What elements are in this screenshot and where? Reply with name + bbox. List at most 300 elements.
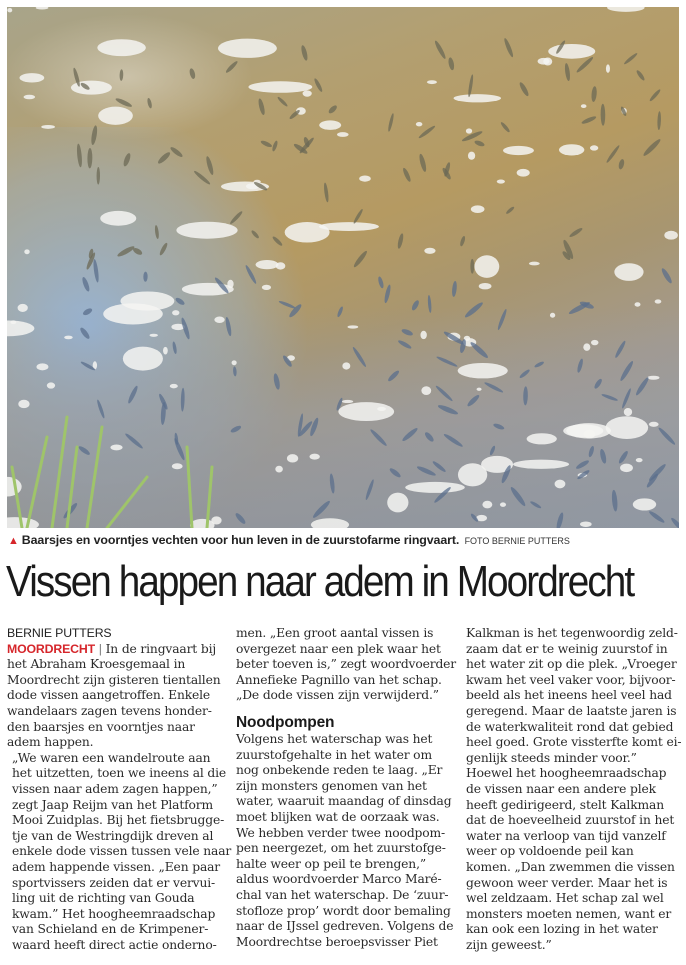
fish [493,422,505,430]
text-line: pen neergezet, om het zuurstofge- [236,841,446,856]
text-line: aldus woordvoerder Marco Maré- [236,872,442,887]
fish [309,417,320,437]
foam-patch [482,501,492,509]
fish [271,140,278,152]
text-line: Volgens het waterschap was het [236,731,433,746]
fish [657,111,661,130]
foam-patch [347,325,358,328]
caption-triangle-icon: ▲ [8,535,19,547]
foam-patch [636,458,643,462]
foam-patch [633,498,656,510]
fish [466,394,481,408]
fish [329,473,335,493]
fish [435,385,454,403]
foam-patch [620,464,633,472]
foam-patch [566,423,611,438]
fish [660,267,673,284]
fish [96,399,106,419]
text-line: Annefieke Pagnillo van het schap. [236,672,442,687]
text-line: kan ook een lozing in het water [466,922,658,937]
foam-patch [311,518,349,528]
text-line: zuurstofgehalte in het water om [236,747,432,762]
fish [581,115,597,125]
foam-patch [248,81,312,93]
fish [509,486,527,508]
foam-patch [548,44,595,59]
fish [617,450,629,465]
fish [451,281,457,297]
fish [474,139,486,147]
foam-patch [647,376,659,380]
fish [427,295,432,313]
fish [443,330,465,346]
foam-patch [424,248,435,254]
foam-patch [664,231,678,240]
fish [189,68,197,80]
fish [575,459,590,470]
foam-patch [500,502,506,506]
foam-patch [338,402,394,421]
fish [244,264,257,284]
foam-patch [581,104,587,108]
text-line: zijn monsters genomen van het [236,778,427,793]
photo-caption [8,533,680,547]
fish [432,460,447,473]
fish [518,81,530,97]
fish [160,402,166,425]
fish [233,366,237,376]
text-line: sportvissers zeiden dat er vervui- [12,875,216,890]
fish [81,276,91,292]
foam-patch [477,388,482,391]
foam-patch [517,169,530,177]
reed [107,477,147,528]
foam-patch [218,39,277,58]
article-photo [7,7,679,528]
text-line: kwam.” Het hoogheemraadschap [12,906,216,921]
foam-patch [590,145,598,150]
text-line: dode vissen aangetroffen. Enkele [7,688,211,703]
foam-patch [18,400,29,408]
foam-patch [18,304,28,312]
foam-patch [529,262,540,266]
foam-patch [309,454,319,460]
foam-patch [580,521,592,527]
fish [273,373,281,390]
foam-patch [41,125,55,129]
fish [505,206,515,215]
foam-patch [97,39,145,56]
foam-patch [24,95,36,99]
text-line: weer op voldoende peil kan [466,844,634,859]
text-line: water, waaruit maandag of dinsdag [236,794,452,809]
text-line: We hebben verder twee noodpom- [236,825,446,840]
fish [169,146,184,159]
foam-patch [405,482,465,493]
fish [600,104,605,126]
text-line: het water zit op die plek. „Vroeger [466,657,677,672]
fish [503,37,515,58]
fish [611,490,618,512]
fish [470,259,474,274]
text-line: zaam dat er te weinig zuurstof in [466,641,668,656]
fish [401,427,419,443]
fish [463,301,484,319]
fish [437,403,459,416]
foam-patch [285,222,330,242]
foam-patch [458,363,508,378]
text-line: zijn geweest.” [466,937,552,952]
fish [670,517,679,528]
fish [327,104,338,115]
foam-patch [256,260,279,269]
fish [172,341,178,354]
fish [523,386,528,405]
fish [469,340,490,359]
foam-patch [649,422,659,427]
fish [401,328,414,337]
fish [593,378,603,390]
fish [433,40,447,60]
fish [174,296,185,306]
fish [500,121,511,133]
fish [313,78,323,93]
foam-patch [479,283,492,289]
fish [225,317,233,337]
foam-patch [454,94,502,102]
reed [207,467,212,528]
fish [397,339,412,350]
foam-patch [98,107,133,125]
fish [323,182,329,202]
fish [369,428,388,447]
foam-patch [337,132,349,137]
foam-patch [427,80,437,84]
foam-patch [19,73,44,82]
reed [187,447,192,528]
fish [277,96,289,108]
foam-patch [474,255,499,278]
foam-patch [342,400,354,403]
paragraph [466,626,686,953]
fish [205,156,215,176]
fish [568,300,591,315]
fish [418,125,436,140]
fish [588,445,595,457]
foam-patch [421,386,431,395]
fish [448,57,456,71]
foam-patch [513,460,569,469]
text-line: stofloze prop’ wordt door bemaling [236,903,451,918]
dateline: MOORDRECHT [7,641,95,656]
fish [311,499,331,519]
fish [158,242,168,256]
text-line: genlijk steeds minder voor.” [466,750,637,765]
foam-patch [543,58,552,66]
foam-patch [172,310,179,315]
foam-patch [123,347,163,371]
text-line: tje van de Westringdijk dreven al [12,828,214,843]
fish [193,170,211,186]
foam-patch [607,7,644,12]
fish [443,432,464,448]
text-line: Hoewel het hoogheemraadschap [466,766,667,781]
foam-patch [497,179,505,183]
text-line: nog onbekende reden te laag. „Er [236,763,443,778]
fish [78,445,91,456]
fish [119,69,123,81]
text-line: moet blijken wat de oorzaak was. [236,809,440,824]
fish [418,153,427,172]
foam-patch [359,175,371,181]
fish [489,445,496,456]
fish [300,45,309,62]
foam-patch [583,343,590,350]
text-line: dat de hoeveelheid zuurstof in het [466,813,675,828]
foam-patch [110,445,122,451]
foam-patch [635,302,641,306]
fish [124,432,144,450]
fish [76,143,83,167]
fish [388,467,401,479]
foam-patch [232,360,237,365]
foam-patch [47,382,55,388]
fish [272,235,284,247]
foam-patch [170,384,178,388]
reed [27,437,47,528]
foam-patch [214,317,224,323]
text-line: monsters moeten nemen, want er [466,906,672,921]
text-line: halte weer op peil te brengen,” [236,856,426,871]
fish [225,60,239,74]
fish [79,326,91,340]
fish [87,148,92,168]
fish [257,98,266,116]
fish [181,388,185,412]
reed [87,427,102,528]
fish [336,306,344,318]
fish [534,361,545,369]
fish [383,284,391,303]
foam-patch [64,336,73,340]
fish [387,113,394,132]
fish [621,388,632,409]
text-line: adem happende vissen. „Een paar [12,859,221,874]
foam-patch [319,120,341,129]
text-line: ling uit de richting van Gouda [12,891,195,906]
foam-patch [103,303,163,324]
paragraph [7,750,232,954]
foam-patch [100,211,136,226]
foam-patch [416,122,423,126]
headline: Vissen happen naar adem in Moordrecht [6,557,634,606]
fish [484,381,504,394]
article-column-2 [236,626,458,950]
byline: BERNIE PUTTERS [7,626,112,640]
text-line: wel zeldzaam. Het schap zal wel [466,891,664,906]
fish [230,424,242,433]
fish [97,167,101,185]
fish [352,250,368,269]
fish [564,63,571,81]
caption-text: Baarsjes en voorntjes vechten voor hun leven in de zuurstofarme ringvaart. [21,533,460,547]
fish [555,512,564,528]
fish [519,368,531,379]
fish [614,340,627,359]
foam-patch [527,433,557,444]
foam-patch [550,313,555,318]
foam-patch [606,416,649,439]
text-line: overgezet naar een plek waar het [236,641,441,656]
foam-patch [555,480,566,489]
foam-patch [262,285,271,290]
text-line: „We waren een wandelroute aan [12,750,211,765]
fish [424,431,436,443]
fish [387,369,401,382]
text-line: Moordrecht zijn gisteren tientallen [7,672,221,687]
fish [154,225,159,239]
intro-paragraph [7,642,229,751]
text-line: adem happen. [7,735,94,750]
foam-patch [458,463,487,486]
article-column-3 [466,626,686,953]
foam-patch [190,519,215,528]
text-line: naar de IJssel gedreven. Volgens de [236,919,454,934]
fish [173,437,186,461]
text-line: chal van het waterschap. De ‘zuur- [236,887,449,902]
fish [601,393,618,402]
text-line: Mooi Zuidplas. Bij het fietsbrugge- [12,813,225,828]
foam-patch [591,340,598,345]
fish [618,159,625,170]
foam-patch [655,299,662,303]
fish [619,360,635,382]
foam-patch [287,454,298,462]
fish [127,385,139,404]
foam-patch [24,249,29,254]
text-line: heel goed. Grote vissterfte komt ei- [466,735,682,750]
text-line: heeft gedirigeerd, stelt Kalkman [466,797,664,812]
text-line: „De dode vissen zijn verwijderd.” [236,688,439,703]
fish [623,52,638,65]
fish [529,500,541,509]
text-line: het uitzetten, toen we ineens al die [12,766,227,781]
fish [90,125,98,145]
foam-patch [36,7,49,9]
photo-credit: FOTO BERNIE PUTTERS [464,536,570,546]
foam-patch [614,263,643,281]
text-line: beeld als het ineens heel veel had [466,688,672,703]
fish [635,69,645,81]
fish [461,130,483,143]
fish [351,346,367,368]
fish [568,227,583,239]
photo-detail-layer [7,7,679,528]
text-line: gewoon weer verder. Maar het is [466,875,668,890]
foam-patch [624,408,632,416]
fish [497,308,508,330]
fish [649,88,662,102]
fish [436,355,458,368]
dateline-separator: | [98,641,102,656]
foam-patch [7,8,12,12]
fish [364,479,375,501]
foam-patch [36,363,48,370]
fish [234,512,247,525]
foam-patch [420,331,426,339]
foam-patch [471,205,485,213]
foam-patch [303,90,312,96]
fish [576,358,584,373]
text-line: de waterkwaliteit rond dat gebied [466,719,674,734]
fish [416,465,437,477]
foam-patch [172,463,183,469]
foam-patch [163,347,168,355]
fish [402,167,412,183]
text-line: komen. „Dan zwemmen die vissen [466,859,675,874]
fish [591,86,597,102]
fish [648,463,668,483]
reed [52,417,67,528]
fish [157,151,172,166]
text-line: den baarsjes en voorntjes naar [7,719,195,734]
foam-patch [503,146,534,155]
paragraph [236,732,458,950]
foam-patch [559,144,584,155]
text-line: men. „Een groot aantal vissen is [236,626,434,640]
fish [143,272,147,282]
article-column-1 [7,626,232,953]
text-line: waard heeft direct actie onderno- [12,937,217,952]
text-line: wandelaars zagen tevens honder- [7,703,212,718]
fish [352,208,363,224]
fish [634,376,650,396]
text-line: Moordrechtse beroepsvisser Piet [236,934,438,949]
text-line: kwam het veel vaker voor, bijvoor- [466,672,676,687]
text-line: enkele dode vissen tussen vele naar [12,844,232,859]
fish [116,245,135,259]
fish [250,229,260,239]
fish [459,235,466,246]
fish [82,307,93,317]
fish [642,138,662,158]
foam-patch [606,64,610,72]
foam-patch [387,493,408,513]
fish [288,109,300,120]
text-line: geregend. Maar de laatste jaren is [466,703,677,718]
foam-patch [342,362,350,369]
fish [278,300,296,310]
text-line: Kalkman is het tegenwoordig zeld- [466,626,678,640]
text-line: het Abraham Kroesgemaal in [7,657,186,672]
foam-patch [468,152,475,160]
fish [397,233,405,249]
foam-patch [275,466,283,473]
foam-patch [10,320,16,324]
fish [115,97,133,108]
fish [467,74,474,97]
text-line: beter toeven is,” zegt woordvoerder [236,657,457,672]
text-line: van Schieland en de Krimpener- [12,922,209,937]
text-line: de vissen naar een andere plek [466,781,656,796]
text-line: water na verloop van tijd vanzelf [466,828,666,843]
fish [410,299,420,311]
foam-patch [466,128,472,133]
subheading: Noodpompen [236,713,335,731]
fish [260,139,273,148]
fish [92,259,99,283]
fish [605,144,620,163]
